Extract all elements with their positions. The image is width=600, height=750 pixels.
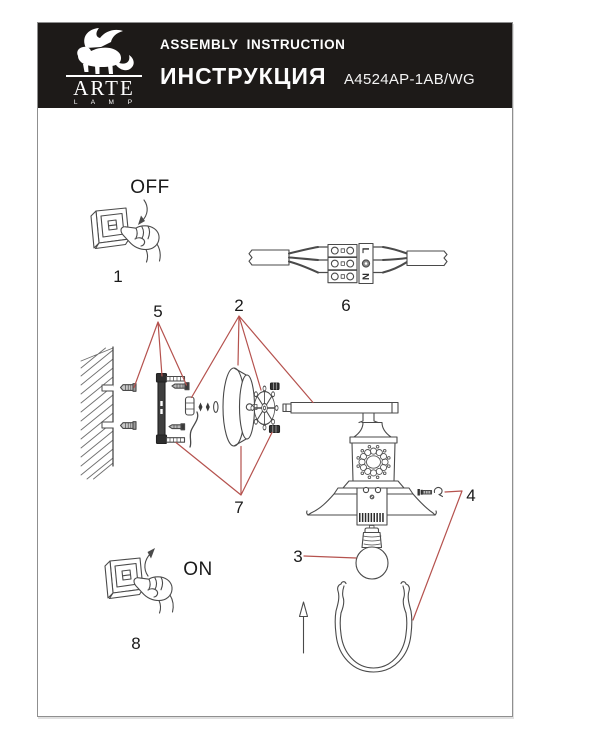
wiring-figure (249, 244, 447, 316)
wall-hole (102, 385, 113, 391)
on-switch-figure (105, 548, 213, 653)
curved-hook-icon (434, 487, 442, 496)
washers (199, 402, 219, 413)
step-7-number: 7 (234, 498, 244, 517)
step-2-number: 2 (234, 296, 244, 315)
step-6-number: 6 (341, 296, 351, 315)
locking-bolt (271, 383, 280, 390)
terminal-live-label: L (359, 247, 371, 254)
cable-break-mark (249, 250, 252, 265)
flip-down-arrow-icon (142, 200, 147, 221)
header-bar (38, 23, 512, 108)
arte-lamp-logo (66, 27, 142, 105)
wall-anchor (121, 422, 137, 430)
wall-hole (102, 422, 113, 428)
brand-name: ARTE (66, 75, 142, 98)
lamp-body-figure (307, 413, 437, 525)
leader-step3 (304, 556, 356, 558)
mounting-screw (169, 424, 185, 430)
cable-break-mark (444, 251, 447, 266)
title-russian: ИНСТРУКЦИЯ (160, 63, 327, 89)
step-3-number: 3 (293, 547, 303, 566)
model-code: A4524AP-1AB/WG (344, 71, 475, 88)
wheel-nut-figure (251, 386, 278, 430)
off-label: OFF (130, 177, 170, 198)
glass-shade-figure (335, 582, 412, 672)
title-english: ASSEMBLY INSTRUCTION (160, 37, 346, 52)
left-wires (289, 247, 318, 273)
right-wires (383, 247, 407, 273)
wall-figure (81, 347, 113, 479)
step-5-number: 5 (153, 302, 163, 321)
assembly-diagram (38, 108, 514, 718)
winged-lion-icon (70, 27, 138, 75)
lamp-arm-figure (283, 403, 398, 414)
shade-neck-plate (343, 481, 404, 488)
lead-wire (190, 412, 198, 447)
insert-direction-arrow-icon (300, 602, 308, 653)
threaded-nipple (186, 397, 195, 415)
brand-subname: L A M P (73, 99, 139, 106)
locking-bolt (270, 426, 280, 433)
hand-icon (121, 226, 160, 262)
terminal-block-figure (328, 244, 373, 284)
instruction-sheet (37, 22, 513, 717)
terminal-neutral-label: N (359, 273, 371, 280)
on-label: ON (183, 559, 213, 580)
bulb-figure (356, 526, 388, 580)
step-8-number: 8 (131, 634, 141, 653)
socket-figure (357, 487, 387, 525)
leader-step4 (413, 491, 462, 620)
step-1-number: 1 (113, 267, 123, 286)
set-screw-figure (418, 489, 432, 496)
off-switch-figure (91, 177, 170, 286)
step-4-number: 4 (466, 486, 476, 505)
